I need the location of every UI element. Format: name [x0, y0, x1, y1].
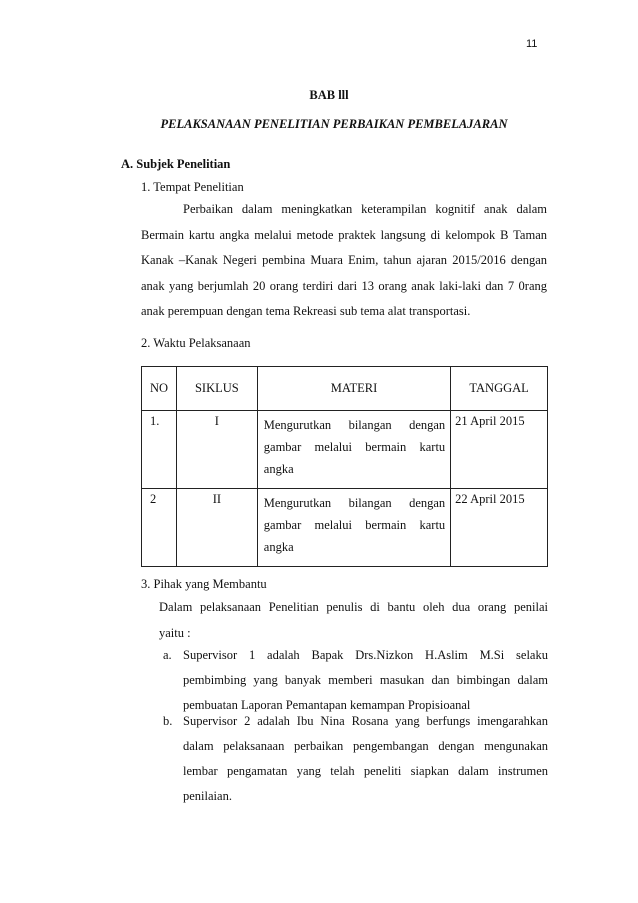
cell-materi [257, 489, 450, 567]
table-row [142, 411, 548, 489]
cell-no: 1. [142, 411, 177, 489]
paragraph-line: yaitu : [159, 625, 191, 640]
chapter-subtitle: PELAKSANAAN PENELITIAN PERBAIKAN PEMBELAJARAN [160, 117, 508, 131]
paragraph-line: Bermain kartu angka melalui metode praktek langsung di kelompok B Taman [141, 227, 547, 242]
paragraph-pihak-intro [159, 595, 548, 646]
list-item-supervisor-1 [163, 643, 548, 718]
list-line: lembar pengamatan yang telah peneliti siapkan dalam instrumen [183, 764, 548, 778]
cell-materi [257, 411, 450, 489]
chapter-title: BAB lll [309, 88, 349, 102]
paragraph-tempat [141, 197, 547, 325]
list-line: pembimbing yang banyak memberi masukan dan bimbingan dalam [183, 673, 548, 687]
paragraph-line: anak perempuan dengan tema Rekreasi sub tema alat transportasi. [141, 304, 471, 318]
cell-tanggal: 22 April 2015 [451, 489, 548, 567]
schedule-table [141, 366, 548, 567]
list-item-supervisor-2 [163, 709, 548, 809]
materi-line: Mengurutkan bilangan dengan [263, 418, 446, 432]
column-header-tanggal: TANGGAL [451, 367, 548, 411]
list-line: pembuatan Laporan Pemantapan kemampan Propisioanal [183, 698, 471, 712]
cell-siklus: II [176, 489, 257, 567]
list-line: Supervisor 1 adalah Bapak Drs.Nizkon H.Aslim M.Si selaku [183, 648, 548, 662]
materi-line: angka [263, 540, 294, 554]
sub-heading-waktu: 2. Waktu Pelaksanaan [141, 336, 251, 350]
list-marker: a. [163, 648, 172, 662]
cell-no: 2 [142, 489, 177, 567]
paragraph-line: Perbaikan dalam meningkatkan keterampilan kognitif anak dalam [183, 202, 547, 216]
paragraph-line: Dalam pelaksanaan Penelitian penulis di bantu oleh dua orang penilai [159, 600, 548, 614]
table-row [142, 489, 548, 567]
page-number: 11 [526, 38, 538, 50]
paragraph-line: Kanak –Kanak Negeri pembina Muara Enim, tahun ajaran 2015/2016 dengan [141, 253, 547, 267]
paragraph-line: anak yang berjumlah 20 orang terdiri dari 13 orang anak laki-laki dan 7 0rang [141, 278, 547, 293]
sub-heading-tempat: 1. Tempat Penelitian [141, 180, 244, 194]
cell-siklus: I [176, 411, 257, 489]
materi-line: gambar melalui bermain kartu [263, 440, 446, 454]
materi-line: Mengurutkan bilangan dengan [263, 496, 446, 510]
list-line: Supervisor 2 adalah Ibu Nina Rosana yang berfungs imengarahkan [183, 714, 548, 728]
list-line: penilaian. [183, 789, 232, 803]
cell-tanggal: 21 April 2015 [451, 411, 548, 489]
column-header-siklus: SIKLUS [176, 367, 257, 411]
sub-heading-pihak: 3. Pihak yang Membantu [141, 577, 267, 591]
section-heading-subjek: A. Subjek Penelitian [121, 157, 231, 171]
column-header-materi: MATERI [257, 367, 450, 411]
list-marker: b. [163, 714, 173, 728]
column-header-no: NO [142, 367, 177, 411]
materi-line: angka [263, 462, 294, 476]
table-header-row [142, 367, 548, 411]
materi-line: gambar melalui bermain kartu [263, 518, 446, 532]
list-line: dalam pelaksanaan perbaikan pengembangan dengan mengunakan [183, 739, 548, 753]
